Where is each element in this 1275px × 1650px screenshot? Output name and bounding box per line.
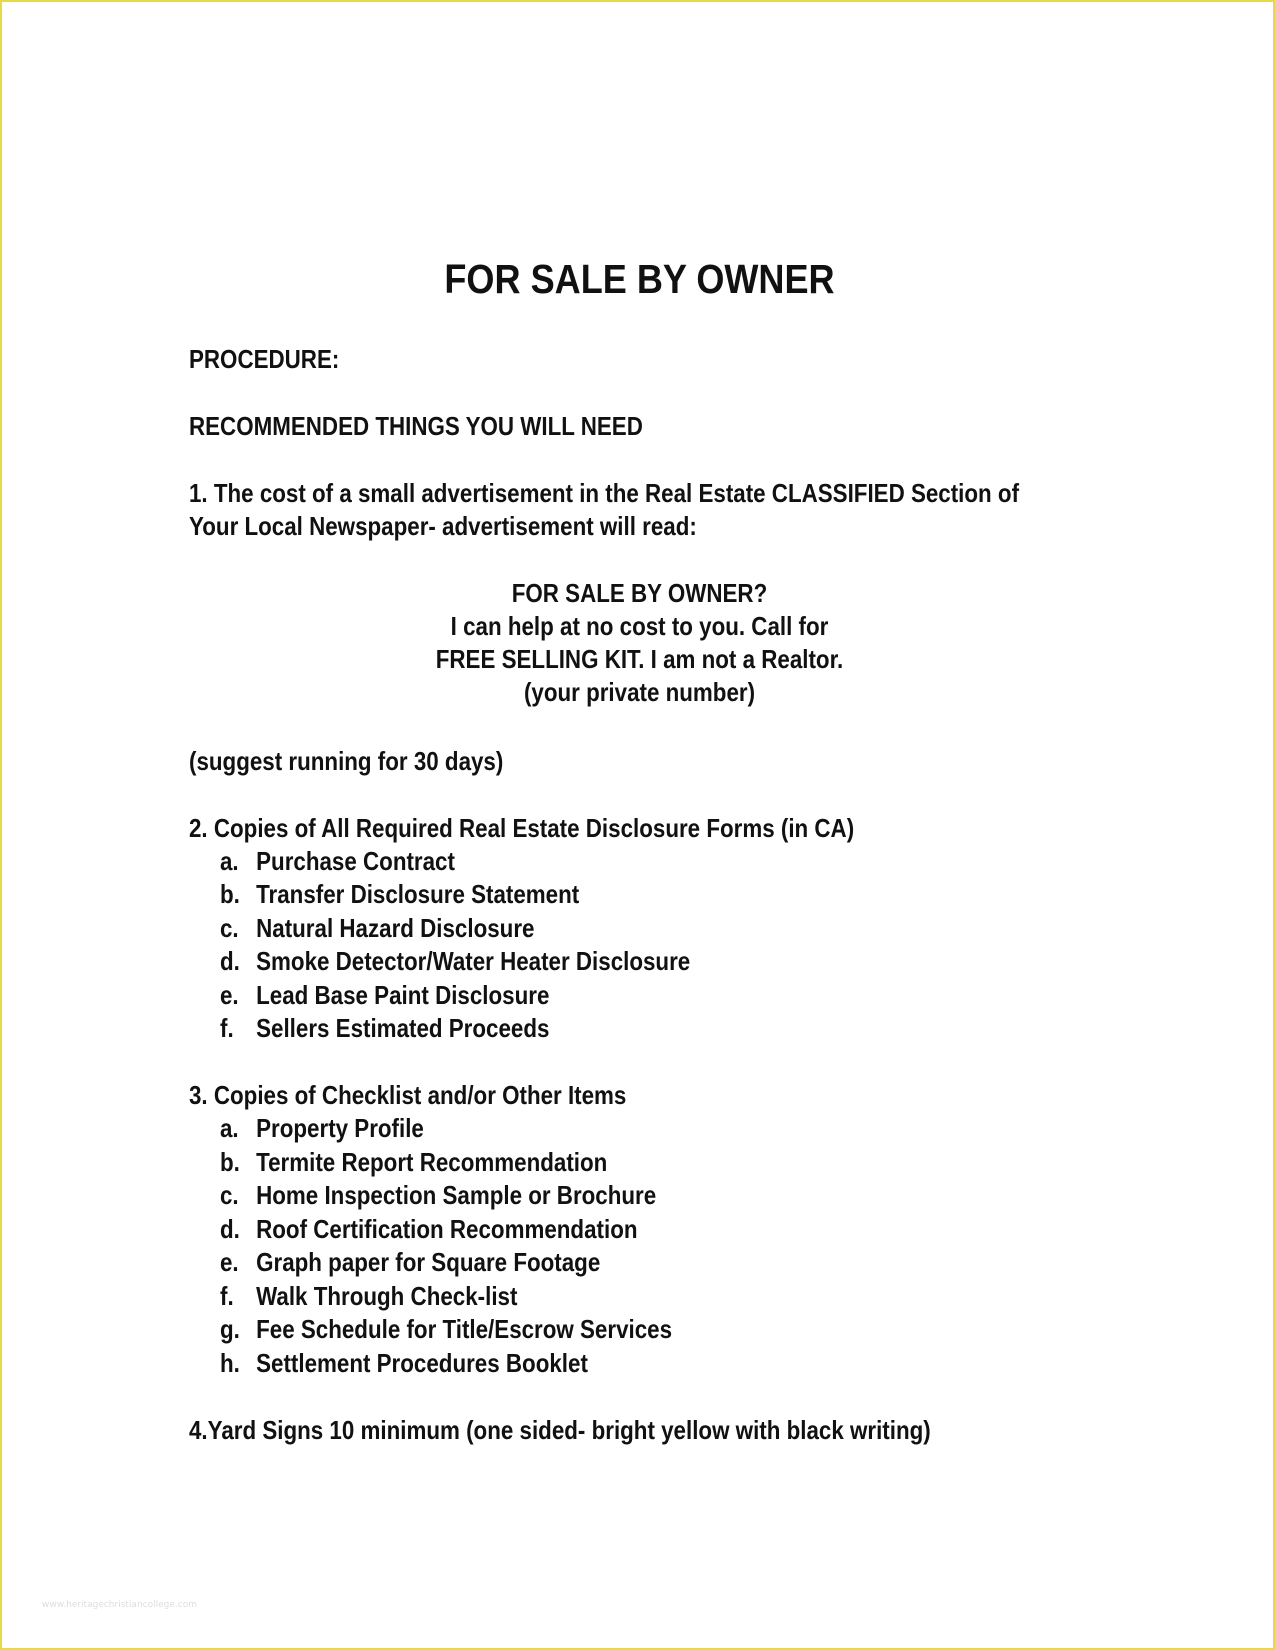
list-item-text: Smoke Detector/Water Heater Disclosure: [256, 946, 691, 976]
list-item-text: Natural Hazard Disclosure: [256, 913, 535, 943]
list-item-text: Property Profile: [256, 1113, 424, 1143]
list-item-letter: b.: [220, 879, 240, 909]
list-item-letter: a.: [220, 1113, 239, 1143]
item1-line1: 1. The cost of a small advertisement in the Real Estate CLASSIFIED Section of: [189, 478, 1020, 508]
document-title: FOR SALE BY OWNER: [444, 256, 835, 302]
list-item-text: Sellers Estimated Proceeds: [256, 1013, 550, 1043]
list-item-letter: b.: [220, 1147, 240, 1177]
list-item: [220, 1280, 517, 1313]
list-item-letter: d.: [220, 946, 240, 976]
list-item-letter: e.: [220, 1247, 239, 1277]
item2-heading: 2. Copies of All Required Real Estate Disclosure Forms (in CA): [189, 813, 855, 843]
ad-text-line: I can help at no cost to you. Call for: [450, 611, 829, 641]
list-item-text: Settlement Procedures Booklet: [256, 1348, 588, 1378]
list-item: [220, 1112, 424, 1145]
ad-text-line: (your private number): [523, 677, 756, 707]
list-item: [220, 912, 534, 945]
list-item-letter: g.: [220, 1314, 240, 1344]
list-item-text: Roof Certification Recommendation: [256, 1214, 638, 1244]
list-item: [220, 878, 579, 911]
list-item: [220, 1213, 638, 1246]
list-item: [220, 1313, 672, 1346]
list-item: [220, 979, 549, 1012]
list-item-letter: c.: [220, 913, 239, 943]
item3-heading: 3. Copies of Checklist and/or Other Items: [189, 1080, 627, 1110]
list-item-letter: c.: [220, 1180, 239, 1210]
list-item: [220, 845, 455, 878]
ad-text-block: [2, 577, 1275, 709]
list-item: [220, 1347, 588, 1380]
list-item: [220, 1146, 607, 1179]
list-item-text: Graph paper for Square Footage: [256, 1247, 601, 1277]
watermark: www.heritagechristiancollege.com: [42, 1600, 197, 1610]
list-item-letter: a.: [220, 846, 239, 876]
recommended-heading: RECOMMENDED THINGS YOU WILL NEED: [189, 411, 643, 441]
list-item-letter: d.: [220, 1214, 240, 1244]
list-item-text: Transfer Disclosure Statement: [256, 879, 580, 909]
list-item-text: Home Inspection Sample or Brochure: [256, 1180, 657, 1210]
list-item: [220, 1012, 549, 1045]
ad-text-line: FREE SELLING KIT. I am not a Realtor.: [435, 644, 844, 674]
list-item-letter: h.: [220, 1348, 240, 1378]
item1-line2: Your Local Newspaper- advertisement will read:: [189, 511, 697, 541]
list-item: [220, 1179, 656, 1212]
list-item-text: Fee Schedule for Title/Escrow Services: [256, 1314, 673, 1344]
list-item: [220, 1246, 600, 1279]
list-item-letter: f.: [220, 1281, 234, 1311]
suggestion-text: (suggest running for 30 days): [189, 746, 504, 776]
list-item-text: Termite Report Recommendation: [256, 1147, 608, 1177]
list-item: [220, 945, 690, 978]
list-item-text: Walk Through Check-list: [256, 1281, 518, 1311]
list-item-text: Lead Base Paint Disclosure: [256, 980, 550, 1010]
list-item-text: Purchase Contract: [256, 846, 455, 876]
list-item-letter: e.: [220, 980, 239, 1010]
item4-text: 4.Yard Signs 10 minimum (one sided- bright yellow with black writing): [189, 1415, 931, 1445]
list-item-letter: f.: [220, 1013, 234, 1043]
procedure-heading: PROCEDURE:: [189, 344, 340, 374]
ad-text-line: FOR SALE BY OWNER?: [511, 578, 768, 608]
